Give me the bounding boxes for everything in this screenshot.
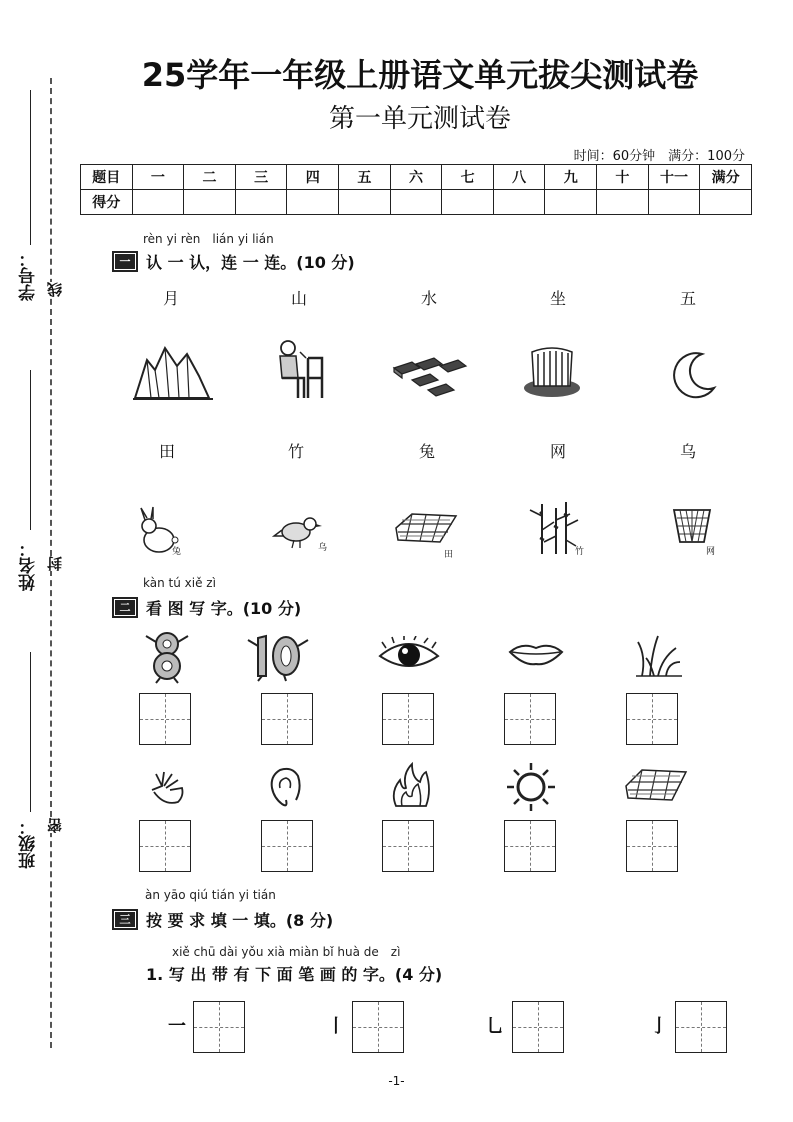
writing-grid-box[interactable] xyxy=(139,693,191,745)
match-char[interactable]: 竹 xyxy=(287,442,304,461)
net-picture[interactable] xyxy=(670,506,714,546)
score-cell: 九 xyxy=(545,165,597,190)
match-char[interactable]: 五 xyxy=(679,289,696,308)
section2-pinyin: kàn tú xiě zì xyxy=(143,576,216,590)
score-row-label: 得分 xyxy=(81,190,133,215)
picture-tag: 田 xyxy=(444,550,454,560)
exam-title: 25学年一年级上册语文单元拔尖测试卷 xyxy=(141,56,699,94)
score-input-cell[interactable] xyxy=(132,190,184,215)
rabbit-picture[interactable] xyxy=(135,506,191,556)
fire-picture xyxy=(390,762,432,810)
grass-picture xyxy=(632,632,684,678)
writing-grid-box[interactable] xyxy=(504,820,556,872)
section-number-badge: 一 xyxy=(112,251,138,272)
binding-mark-seal: 封 xyxy=(46,556,64,571)
sun-picture xyxy=(506,762,556,812)
mouth-picture xyxy=(508,640,564,668)
score-cell: 六 xyxy=(390,165,442,190)
picture-tag: 竹 xyxy=(575,547,585,557)
section3-title: 按 要 求 填 一 填。(8 分) xyxy=(146,911,334,930)
writing-grid-box[interactable] xyxy=(626,820,678,872)
match-char[interactable]: 山 xyxy=(290,289,307,308)
writing-grid-box[interactable] xyxy=(626,693,678,745)
score-cell: 五 xyxy=(339,165,391,190)
stroke-hint: 一 xyxy=(168,1016,186,1037)
score-input-cell[interactable] xyxy=(700,190,752,215)
hand-picture xyxy=(146,768,188,808)
section1-title: 认 一 认，连 一 连。(10 分) xyxy=(146,253,355,272)
section1-pinyin: rèn yi rèn lián yi lián xyxy=(143,232,274,246)
writing-grid-box[interactable] xyxy=(352,1001,404,1053)
writing-grid-box[interactable] xyxy=(512,1001,564,1053)
match-char[interactable]: 水 xyxy=(420,289,437,308)
score-input-cell[interactable] xyxy=(648,190,700,215)
score-input-cell[interactable] xyxy=(545,190,597,215)
score-input-cell[interactable] xyxy=(597,190,649,215)
writing-grid-box[interactable] xyxy=(261,693,313,745)
binding-mark-close: 密 xyxy=(46,818,64,833)
score-cell: 一 xyxy=(132,165,184,190)
writing-grid-box[interactable] xyxy=(193,1001,245,1053)
score-input-cell[interactable] xyxy=(339,190,391,215)
number-eight-picture xyxy=(142,628,192,684)
match-char[interactable]: 网 xyxy=(549,442,566,461)
number-ten-picture xyxy=(244,630,310,682)
score-cell: 十 xyxy=(597,165,649,190)
student-id-line xyxy=(30,90,31,245)
stroke-hint: 亅 xyxy=(650,1016,668,1037)
section3-pinyin: àn yāo qiú tián yi tián xyxy=(145,888,276,902)
score-cell: 四 xyxy=(287,165,339,190)
bamboo-picture[interactable] xyxy=(526,500,580,556)
writing-grid-box[interactable] xyxy=(382,693,434,745)
score-cell: 二 xyxy=(184,165,236,190)
student-name-line xyxy=(30,370,31,530)
score-cell: 七 xyxy=(442,165,494,190)
question1-text: 1. 写 出 带 有 下 面 笔 画 的 字。(4 分) xyxy=(146,965,443,984)
match-char[interactable]: 月 xyxy=(162,289,179,308)
score-cell: 三 xyxy=(235,165,287,190)
score-cell: 满分 xyxy=(700,165,752,190)
section-number-badge: 三 xyxy=(112,909,138,930)
score-input-cell[interactable] xyxy=(235,190,287,215)
score-table-score-row xyxy=(81,190,752,215)
binding-mark-line: 线 xyxy=(46,282,64,297)
picture-tag: 网 xyxy=(706,547,716,557)
writing-grid-box[interactable] xyxy=(504,693,556,745)
section-number-badge: 二 xyxy=(112,597,138,618)
picture-tag: 兔 xyxy=(172,547,182,557)
question1-pinyin: xiě chū dài yǒu xià miàn bǐ huà de zì xyxy=(172,945,401,959)
writing-grid-box[interactable] xyxy=(261,820,313,872)
exam-subtitle: 第一单元测试卷 xyxy=(328,104,511,134)
waterfall-picture[interactable] xyxy=(522,346,584,400)
field-picture[interactable] xyxy=(394,510,458,546)
class-line xyxy=(30,652,31,812)
match-char[interactable]: 田 xyxy=(158,442,175,461)
sitting-boy-picture[interactable] xyxy=(270,338,330,402)
class-label: 班级： xyxy=(19,818,39,869)
mountain-picture[interactable] xyxy=(133,342,213,402)
page-number: -1- xyxy=(388,1074,405,1088)
score-cell: 八 xyxy=(493,165,545,190)
writing-grid-box[interactable] xyxy=(139,820,191,872)
eye-picture xyxy=(378,636,440,674)
score-cell: 题目 xyxy=(81,165,133,190)
section1-heading xyxy=(112,250,355,273)
student-name-label: 姓名： xyxy=(19,540,39,591)
score-table-header-row xyxy=(81,165,752,190)
score-input-cell[interactable] xyxy=(184,190,236,215)
writing-grid-box[interactable] xyxy=(675,1001,727,1053)
section2-heading xyxy=(112,596,301,619)
student-id-label: 学号： xyxy=(19,250,39,301)
stroke-hint: 乚 xyxy=(486,1016,504,1037)
ear-picture xyxy=(268,766,304,810)
time-and-score-info: 时间：60分钟 满分：100分 xyxy=(573,149,745,164)
match-char[interactable]: 坐 xyxy=(549,289,566,308)
stroke-hint: 丨 xyxy=(327,1016,345,1037)
section3-heading xyxy=(112,908,333,931)
crescent-moon-picture[interactable] xyxy=(668,350,718,400)
score-table xyxy=(80,164,752,215)
section2-title: 看 图 写 字。(10 分) xyxy=(146,599,302,618)
score-input-cell[interactable] xyxy=(493,190,545,215)
match-char[interactable]: 兔 xyxy=(418,442,435,461)
writing-grid-box[interactable] xyxy=(382,820,434,872)
picture-tag: 乌 xyxy=(318,543,328,553)
score-input-cell[interactable] xyxy=(442,190,494,215)
score-cell: 十一 xyxy=(648,165,700,190)
match-char[interactable]: 乌 xyxy=(679,442,696,461)
score-input-cell[interactable] xyxy=(287,190,339,215)
score-input-cell[interactable] xyxy=(390,190,442,215)
field-picture-2 xyxy=(624,766,688,806)
five-blocks-picture[interactable] xyxy=(392,354,470,398)
